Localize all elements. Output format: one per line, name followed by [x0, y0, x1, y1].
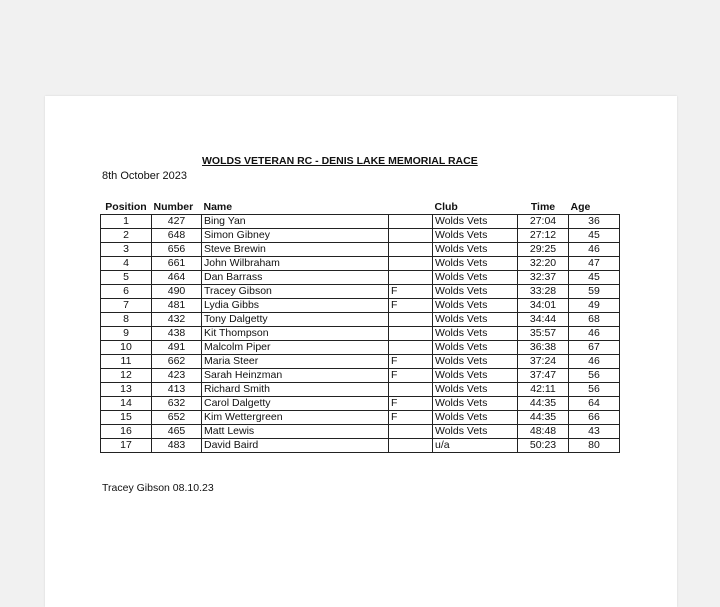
table-row: [101, 257, 620, 271]
header-position: Position: [105, 200, 147, 213]
cell-time: 44:35: [518, 397, 569, 411]
cell-sex: F: [389, 397, 433, 411]
cell-age: 45: [569, 229, 620, 243]
cell-name: Tony Dalgetty: [202, 313, 389, 327]
cell-position: 7: [101, 299, 152, 313]
cell-age: 46: [569, 355, 620, 369]
cell-time: 34:01: [518, 299, 569, 313]
cell-position: 12: [101, 369, 152, 383]
cell-age: 80: [569, 439, 620, 453]
cell-position: 1: [101, 215, 152, 229]
cell-name: Tracey Gibson: [202, 285, 389, 299]
cell-number: 423: [152, 369, 202, 383]
cell-number: 483: [152, 439, 202, 453]
header-number: Number: [153, 200, 194, 213]
cell-age: 43: [569, 425, 620, 439]
cell-name: John Wilbraham: [202, 257, 389, 271]
cell-sex: [389, 383, 433, 397]
table-row: [101, 355, 620, 369]
cell-age: 46: [569, 243, 620, 257]
cell-age: 45: [569, 271, 620, 285]
cell-name: Carol Dalgetty: [202, 397, 389, 411]
cell-club: Wolds Vets: [433, 411, 518, 425]
cell-number: 661: [152, 257, 202, 271]
cell-sex: [389, 243, 433, 257]
table-row: [101, 215, 620, 229]
cell-club: Wolds Vets: [433, 383, 518, 397]
cell-time: 34:44: [518, 313, 569, 327]
cell-name: Steve Brewin: [202, 243, 389, 257]
cell-age: 46: [569, 327, 620, 341]
cell-club: Wolds Vets: [433, 355, 518, 369]
table-row: [101, 299, 620, 313]
table-row: [101, 243, 620, 257]
cell-number: 490: [152, 285, 202, 299]
cell-time: 32:37: [518, 271, 569, 285]
cell-time: 42:11: [518, 383, 569, 397]
cell-age: 47: [569, 257, 620, 271]
cell-number: 464: [152, 271, 202, 285]
cell-position: 17: [101, 439, 152, 453]
cell-name: Dan Barrass: [202, 271, 389, 285]
cell-club: Wolds Vets: [433, 257, 518, 271]
cell-position: 4: [101, 257, 152, 271]
table-row: [101, 229, 620, 243]
cell-sex: [389, 229, 433, 243]
table-row: [101, 425, 620, 439]
cell-position: 2: [101, 229, 152, 243]
table-row: [101, 383, 620, 397]
cell-time: 27:12: [518, 229, 569, 243]
cell-number: 652: [152, 411, 202, 425]
cell-position: 8: [101, 313, 152, 327]
cell-position: 14: [101, 397, 152, 411]
cell-position: 13: [101, 383, 152, 397]
table-row: [101, 439, 620, 453]
cell-sex: F: [389, 355, 433, 369]
cell-age: 59: [569, 285, 620, 299]
cell-position: 15: [101, 411, 152, 425]
cell-sex: F: [389, 299, 433, 313]
cell-club: Wolds Vets: [433, 271, 518, 285]
cell-name: David Baird: [202, 439, 389, 453]
race-date: 8th October 2023: [102, 170, 188, 182]
cell-age: 56: [569, 383, 620, 397]
cell-time: 36:38: [518, 341, 569, 355]
cell-time: 33:28: [518, 285, 569, 299]
cell-name: Bing Yan: [202, 215, 389, 229]
cell-time: 27:04: [518, 215, 569, 229]
cell-name: Matt Lewis: [202, 425, 389, 439]
cell-time: 48:48: [518, 425, 569, 439]
cell-time: 35:57: [518, 327, 569, 341]
cell-position: 6: [101, 285, 152, 299]
table-row: [101, 327, 620, 341]
cell-name: Kit Thompson: [202, 327, 389, 341]
cell-name: Sarah Heinzman: [202, 369, 389, 383]
cell-position: 3: [101, 243, 152, 257]
cell-position: 10: [101, 341, 152, 355]
header-name: Name: [203, 200, 233, 213]
cell-age: 49: [569, 299, 620, 313]
cell-time: 50:23: [518, 439, 569, 453]
table-row: [101, 271, 620, 285]
table-row: [101, 411, 620, 425]
cell-club: Wolds Vets: [433, 397, 518, 411]
table-row: [101, 397, 620, 411]
cell-position: 16: [101, 425, 152, 439]
cell-number: 491: [152, 341, 202, 355]
cell-sex: [389, 257, 433, 271]
cell-number: 632: [152, 397, 202, 411]
document-page: [45, 96, 677, 607]
cell-time: 37:24: [518, 355, 569, 369]
cell-sex: [389, 439, 433, 453]
cell-club: Wolds Vets: [433, 299, 518, 313]
header-time: Time: [530, 200, 556, 213]
cell-time: 44:35: [518, 411, 569, 425]
cell-club: Wolds Vets: [433, 425, 518, 439]
document-footer: Tracey Gibson 08.10.23: [102, 482, 214, 494]
cell-name: Maria Steer: [202, 355, 389, 369]
cell-number: 413: [152, 383, 202, 397]
header-age: Age: [570, 200, 591, 213]
cell-time: 29:25: [518, 243, 569, 257]
cell-name: Malcolm Piper: [202, 341, 389, 355]
results-body: [101, 215, 620, 453]
cell-name: Kim Wettergreen: [202, 411, 389, 425]
cell-club: u/a: [433, 439, 518, 453]
cell-number: 656: [152, 243, 202, 257]
cell-number: 432: [152, 313, 202, 327]
cell-club: Wolds Vets: [433, 341, 518, 355]
document-title: WOLDS VETERAN RC - DENIS LAKE MEMORIAL RACE: [202, 155, 478, 167]
cell-club: Wolds Vets: [433, 243, 518, 257]
cell-sex: [389, 327, 433, 341]
cell-club: Wolds Vets: [433, 229, 518, 243]
cell-sex: [389, 313, 433, 327]
cell-name: Lydia Gibbs: [202, 299, 389, 313]
cell-time: 37:47: [518, 369, 569, 383]
table-row: [101, 369, 620, 383]
table-header-row: [101, 200, 620, 215]
cell-number: 648: [152, 229, 202, 243]
header-club: Club: [434, 200, 458, 213]
cell-time: 32:20: [518, 257, 569, 271]
cell-number: 465: [152, 425, 202, 439]
cell-number: 481: [152, 299, 202, 313]
cell-age: 67: [569, 341, 620, 355]
cell-sex: [389, 215, 433, 229]
cell-sex: F: [389, 411, 433, 425]
cell-name: Richard Smith: [202, 383, 389, 397]
results-table: [100, 200, 620, 453]
cell-club: Wolds Vets: [433, 327, 518, 341]
table-row: [101, 313, 620, 327]
table-row: [101, 285, 620, 299]
cell-club: Wolds Vets: [433, 215, 518, 229]
cell-age: 68: [569, 313, 620, 327]
cell-sex: [389, 341, 433, 355]
cell-sex: F: [389, 285, 433, 299]
cell-club: Wolds Vets: [433, 369, 518, 383]
cell-age: 36: [569, 215, 620, 229]
cell-age: 66: [569, 411, 620, 425]
cell-number: 662: [152, 355, 202, 369]
cell-sex: F: [389, 369, 433, 383]
cell-position: 11: [101, 355, 152, 369]
cell-club: Wolds Vets: [433, 285, 518, 299]
cell-number: 438: [152, 327, 202, 341]
cell-sex: [389, 271, 433, 285]
cell-age: 56: [569, 369, 620, 383]
cell-age: 64: [569, 397, 620, 411]
table-row: [101, 341, 620, 355]
cell-sex: [389, 425, 433, 439]
cell-club: Wolds Vets: [433, 313, 518, 327]
cell-position: 5: [101, 271, 152, 285]
cell-position: 9: [101, 327, 152, 341]
cell-name: Simon Gibney: [202, 229, 389, 243]
header-sex: [389, 200, 433, 215]
cell-number: 427: [152, 215, 202, 229]
